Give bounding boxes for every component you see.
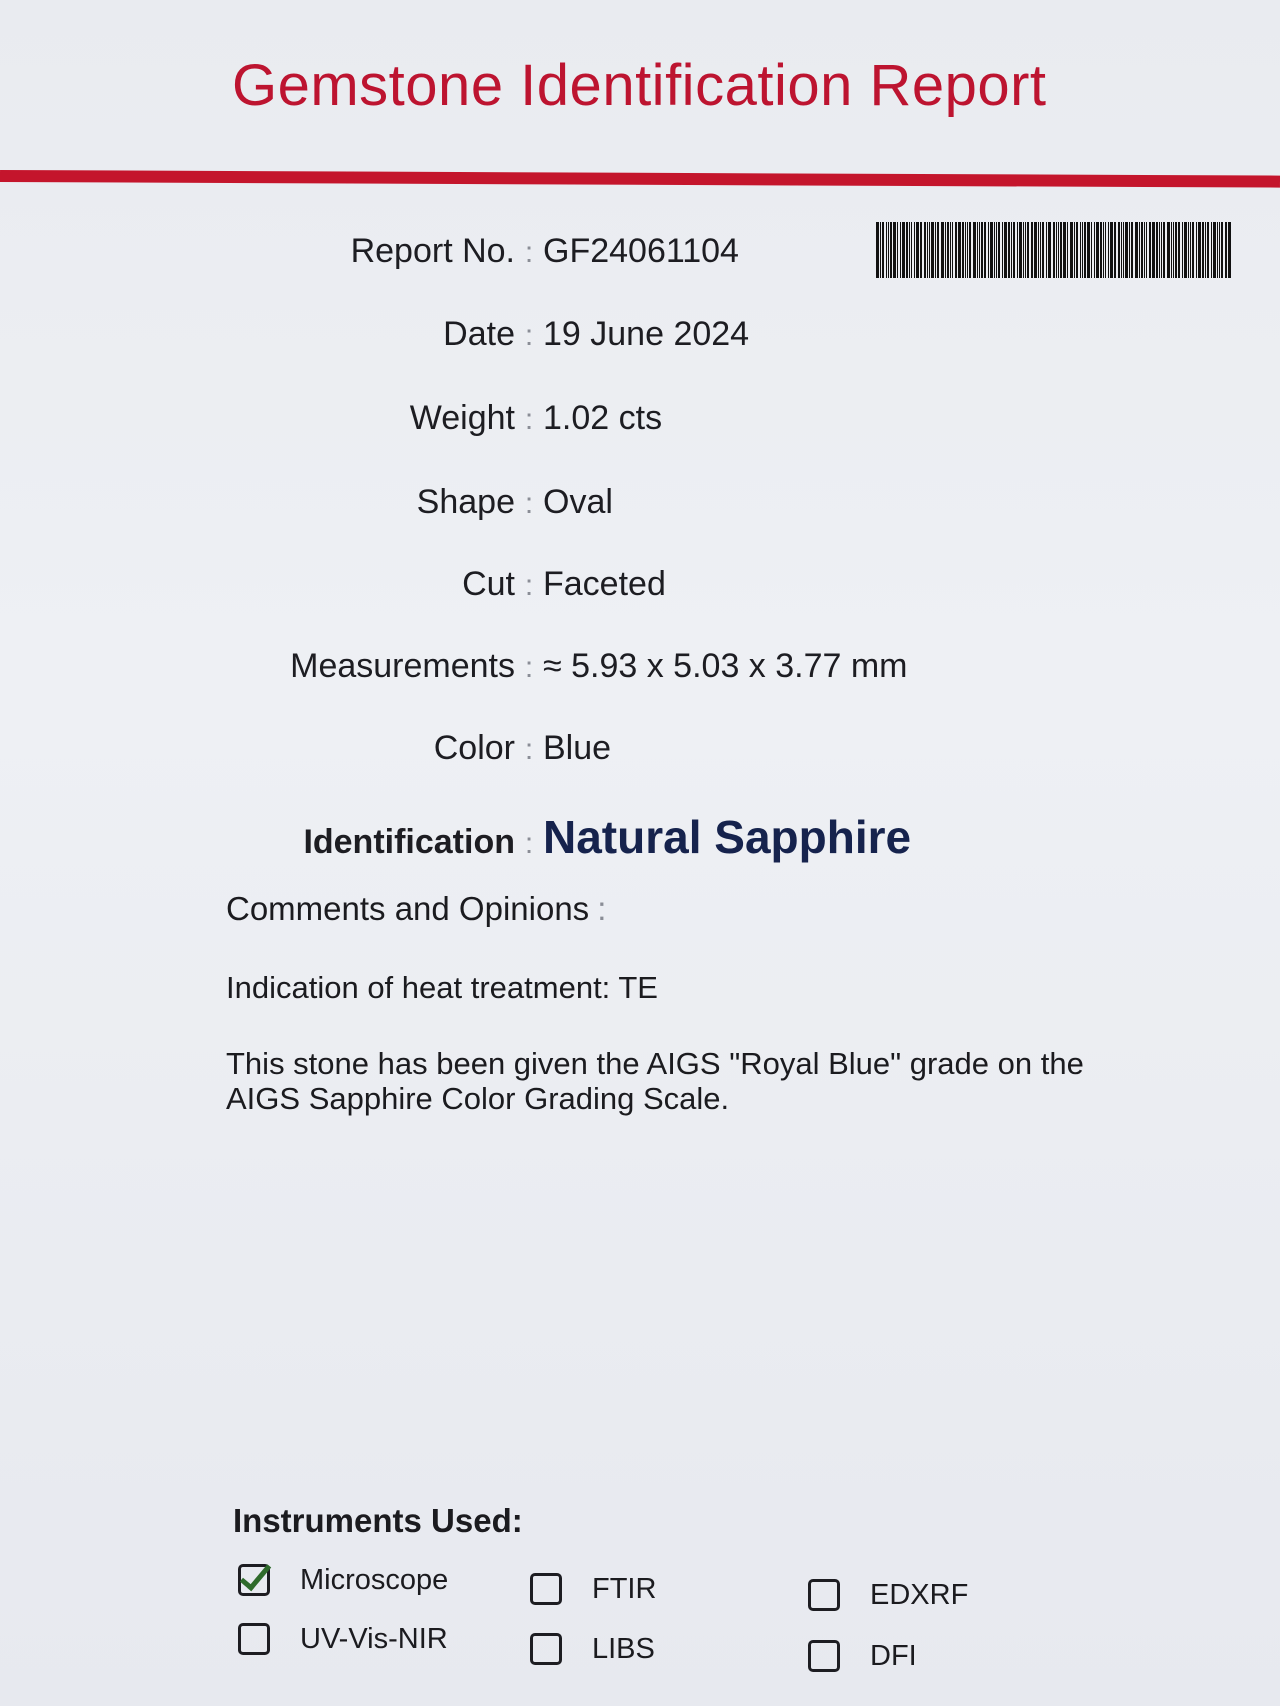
field-label: Color (433, 729, 515, 767)
instruments-heading: Instruments Used: (233, 1502, 523, 1539)
field-separator: : (524, 319, 534, 352)
field-report-no (0, 232, 1280, 282)
field-identification (0, 810, 1280, 863)
field-value: GF24061104 (543, 232, 739, 270)
instrument-ftir (530, 1569, 656, 1609)
field-weight (0, 399, 1280, 449)
instrument-label: UV-Vis-NIR (300, 1622, 448, 1655)
field-separator: : (524, 827, 534, 860)
field-label: Shape (416, 483, 515, 521)
identification-value: Natural Sapphire (543, 811, 912, 863)
instrument-label: EDXRF (870, 1578, 969, 1611)
field-label: Cut (462, 565, 515, 603)
field-label: Identification (303, 823, 515, 861)
field-value: Blue (543, 729, 612, 767)
field-label: Weight (409, 399, 515, 437)
instrument-label: LIBS (592, 1632, 655, 1665)
comments-heading (226, 890, 606, 928)
field-value: Oval (543, 483, 613, 521)
field-separator: : (524, 733, 534, 766)
checkbox-microscope (238, 1564, 270, 1596)
field-separator: : (524, 236, 534, 269)
field-label: Date (443, 315, 515, 353)
instrument-dfi (808, 1636, 917, 1676)
checkbox-ftir (530, 1573, 562, 1605)
comment-grade-line-2: AIGS Sapphire Color Grading Scale. (226, 1081, 730, 1116)
field-value: Faceted (543, 565, 666, 603)
field-value: 19 June 2024 (543, 315, 750, 353)
field-date (0, 315, 1280, 365)
field-value: 1.02 cts (543, 399, 663, 437)
instrument-edxrf (808, 1575, 968, 1615)
field-color (0, 729, 1280, 779)
comments-heading-colon: : (597, 890, 607, 927)
field-value: ≈ 5.93 x 5.03 x 3.77 mm (543, 647, 908, 685)
checkbox-uv-vis-nir (238, 1623, 270, 1655)
checkbox-libs (530, 1633, 562, 1665)
field-separator: : (524, 569, 534, 602)
field-separator: : (524, 651, 534, 684)
instrument-uv-vis-nir (238, 1619, 448, 1659)
field-separator: : (524, 487, 534, 520)
checkbox-edxrf (808, 1579, 840, 1611)
comment-heat-treatment: Indication of heat treatment: TE (226, 970, 658, 1005)
instrument-microscope (238, 1560, 448, 1600)
field-label: Report No. (350, 232, 515, 270)
instrument-label: FTIR (592, 1572, 657, 1605)
report-title: Gemstone Identification Report (232, 53, 1047, 118)
field-cut (0, 565, 1280, 615)
field-measurements (0, 647, 1280, 697)
comment-grade-line-1: This stone has been given the AIGS "Royal Blue" grade on the (226, 1046, 1084, 1081)
field-separator: : (524, 403, 534, 436)
instrument-libs (530, 1629, 655, 1669)
field-shape (0, 483, 1280, 533)
field-label: Measurements (290, 647, 515, 685)
checkbox-dfi (808, 1640, 840, 1672)
header-divider (0, 170, 1280, 188)
comments-heading-text: Comments and Opinions (226, 890, 590, 927)
instrument-label: DFI (870, 1639, 917, 1672)
instrument-label: Microscope (300, 1563, 449, 1596)
